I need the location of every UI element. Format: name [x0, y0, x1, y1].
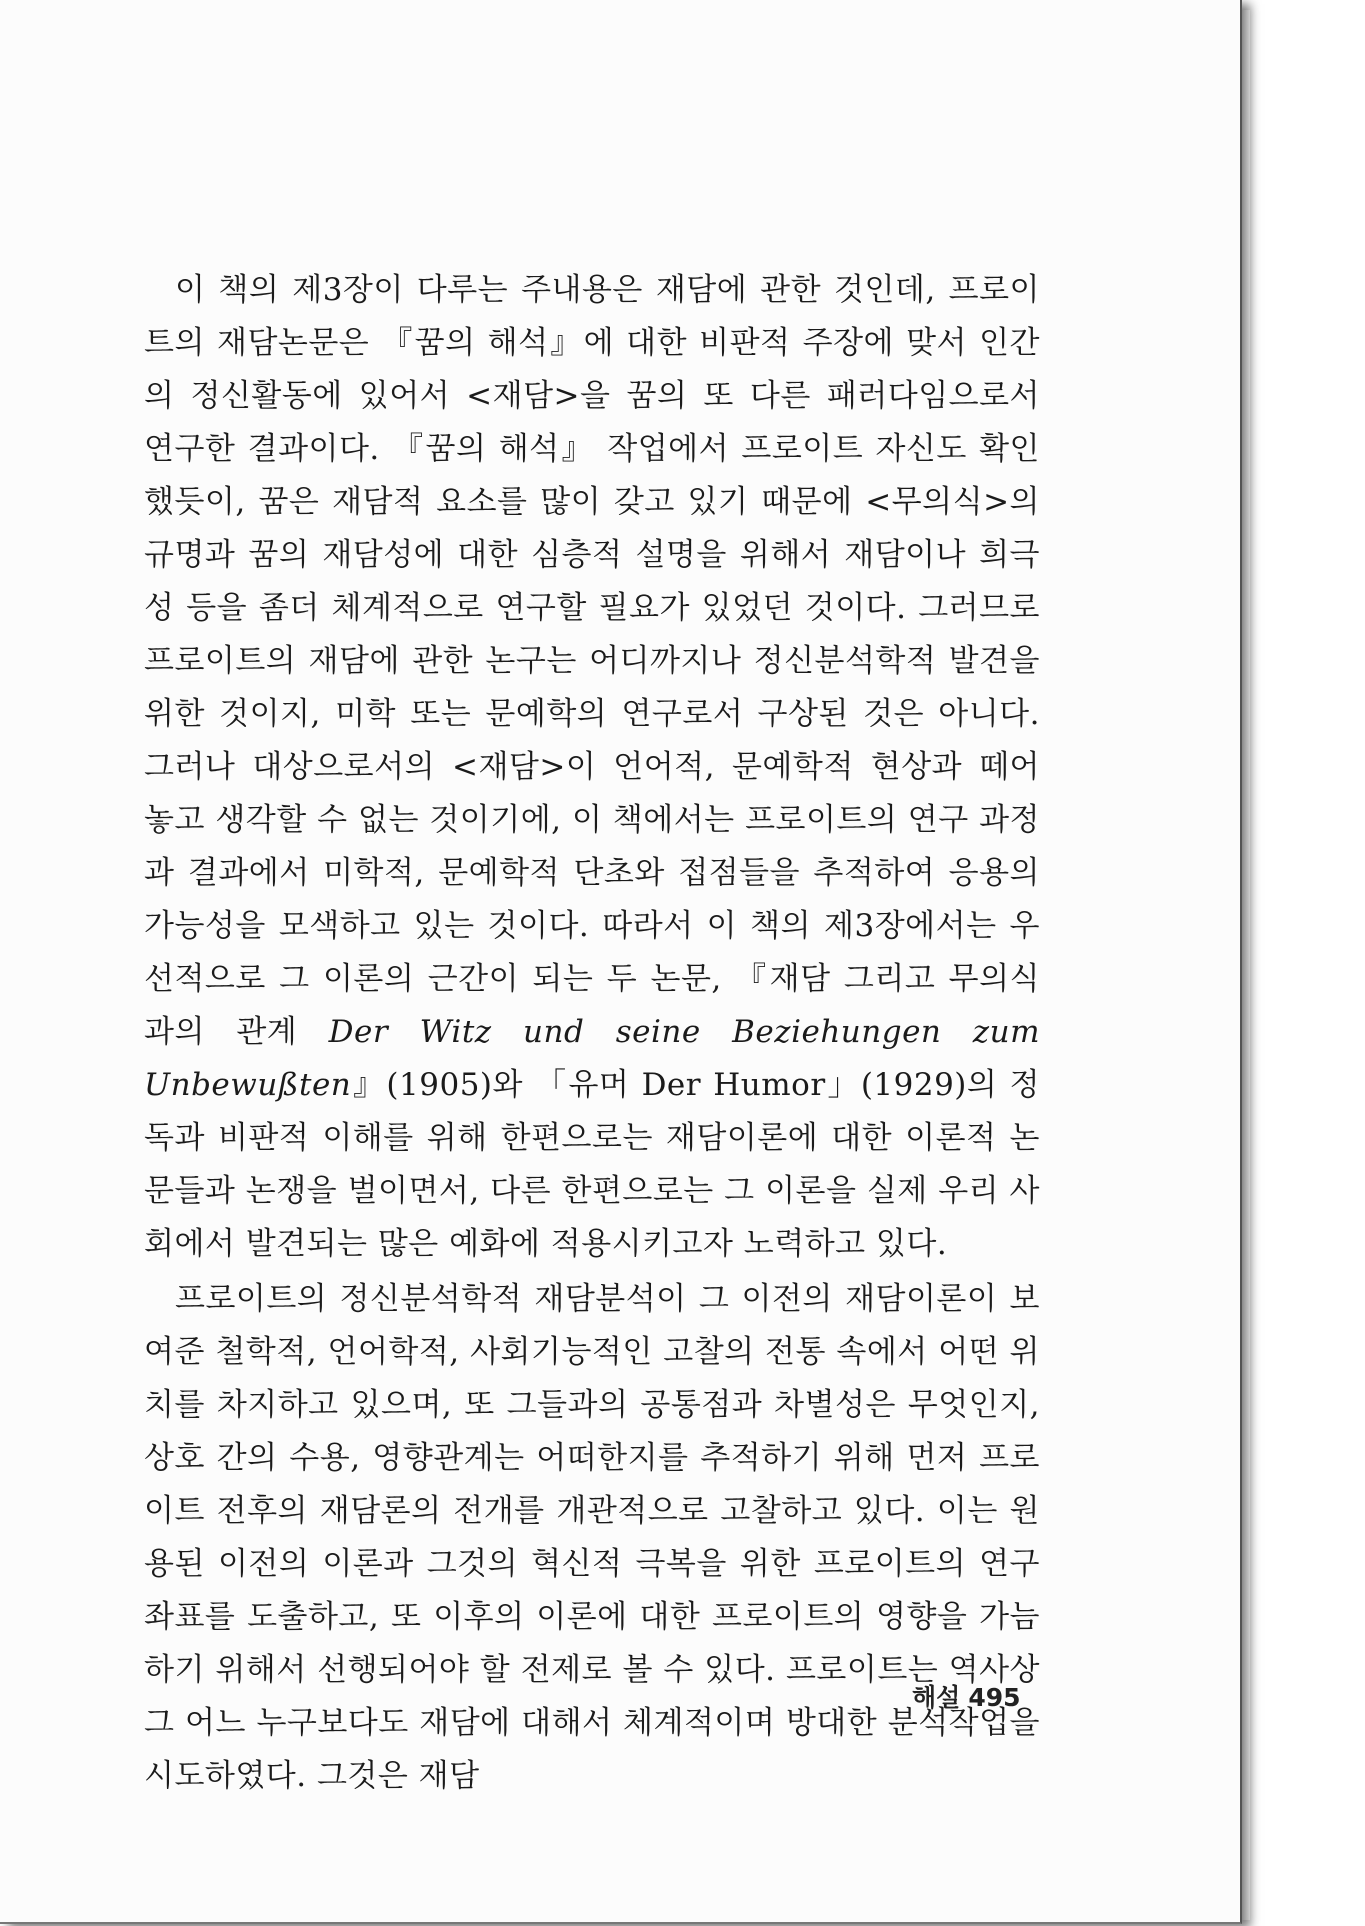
- page-edge-shadow: [1242, 10, 1250, 1920]
- paragraph-1-italic-title: Der Witz und seine Beziehungen zum Unbewußten: [144, 1014, 1041, 1103]
- body-text: [144, 264, 1040, 1803]
- paragraph-2: 프로이트의 정신분석학적 재담분석이 그 이전의 재담이론이 보여준 철학적, 언어학적, 사회기능적인 고찰의 전통 속에서 어떤 위치를 차지하고 있으며, 또 그들과의 공통점과 차별성은 무엇인지, 상호 간의 수용, 영향관계는 어떠한지를 추적하기 위해 먼저 프로이트 전후의 재담론의 전개를 개관적으로 고찰하고 있다. 이는 원용된 이전의 이론과 그것의 혁신적 극복을 위한 프로이트의 연구좌표를 도출하고, 또 이후의 이론에 대한 프로이트의 영향을 가늠하기 위해서 선행되어야 할 전제로 볼 수 있다. 프로이트는 역사상 그 어느 누구보다도 재담에 대해서 체계적이며 방대한 분석작업을 시도하였다. 그것은 재담: [144, 1281, 1040, 1794]
- page-number: 495: [968, 1683, 1021, 1712]
- paragraph-1: [144, 264, 1040, 1271]
- page-footer: [912, 1678, 1029, 1714]
- footer-section-title: 해설: [912, 1683, 961, 1712]
- paragraph-1-tail: 』(1905)와 「유머 Der Humor」(1929)의 정독과 비판적 이해를 위해 한편으로는 재담이론에 대한 이론적 논문들과 논쟁을 벌이면서, 다른 한편으로는 그 이론을 실제 우리 사회에서 발견되는 많은 예화에 적용시키고자 노력하고 있다.: [144, 1067, 1040, 1262]
- paragraph-1-lead: 이 책의 제3장이 다루는 주내용은 재담에 관한 것인데, 프로이트의 재담논문은 『꿈의 해석』에 대한 비판적 주장에 맞서 인간의 정신활동에 있어서 <재담>을 꿈의 또 다른 패러다임으로서 연구한 결과이다. 『꿈의 해석』 작업에서 프로이트 자신도 확인했듯이, 꿈은 재담적 요소를 많이 갖고 있기 때문에 <무의식>의 규명과 꿈의 재담성에 대한 심층적 설명을 위해서 재담이나 희극성 등을 좀더 체계적으로 연구할 필요가 있었던 것이다. 그러므로 프로이트의 재담에 관한 논구는 어디까지나 정신분석학적 발견을 위한 것이지, 미학 또는 문예학의 연구로서 구상된 것은 아니다. 그러나 대상으로서의 <재담>이 언어적, 문예학적 현상과 떼어 놓고 생각할 수 없는 것이기에, 이 책에서는 프로이트의 연구 과정과 결과에서 미학적, 문예학적 단초와 접점들을 추적하여 응용의 가능성을 모색하고 있는 것이다. 따라서 이 책의 제3장에서는 우선적으로 그 이론의 근간이 되는 두 논문, 『재담 그리고 무의식과의 관계: [144, 272, 1040, 1050]
